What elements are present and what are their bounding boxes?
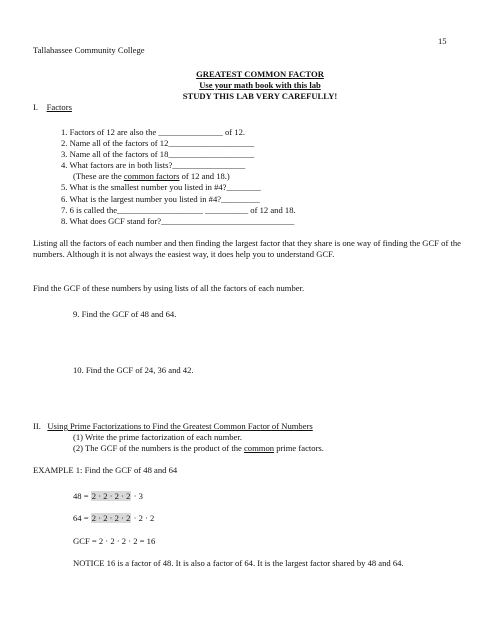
page-title: GREATEST COMMON FACTOR <box>196 69 324 79</box>
example1-label: EXAMPLE 1: Find the GCF of 48 and 64 <box>33 465 178 475</box>
section1-title: Factors <box>46 102 72 112</box>
question-4: 4. What factors are in both lists?_________________ <box>61 160 246 170</box>
factorization-64-prefix: 64 = <box>73 513 91 523</box>
college-name: Tallahassee Community College <box>33 45 145 55</box>
section2-roman: II. <box>33 421 41 431</box>
factorization-64-suffix: · 2 · 2 <box>131 513 155 523</box>
paragraph-find-gcf: Find the GCF of these numbers by using lists of all the factors of each number. <box>33 283 305 293</box>
question-9: 9. Find the GCF of 48 and 64. <box>73 309 177 319</box>
gcf-result: GCF = 2 · 2 · 2 · 2 = 16 <box>73 536 156 546</box>
section2-step2 <box>73 443 324 454</box>
section1-roman: I. <box>33 102 39 112</box>
question-8: 8. What does GCF stand for?_______________________________ <box>61 216 295 226</box>
factorization-64 <box>73 513 154 524</box>
common-factors-note <box>73 171 230 182</box>
factorization-64-common: 2 · 2 · 2 · 2 <box>91 513 131 523</box>
section2-step1: (1) Write the prime factorization of each number. <box>73 432 242 442</box>
question-1: 1. Factors of 12 are also the _______________ of 12. <box>61 127 246 137</box>
factorization-48-suffix: · 3 <box>131 491 143 501</box>
section2-title: Using Prime Factorizations to Find the Greatest Common Factor of Numbers <box>47 421 313 431</box>
section1-heading <box>33 102 72 113</box>
subtitle: Use your math book with this lab <box>199 80 321 90</box>
study-note: STUDY THIS LAB VERY CAREFULLY! <box>182 91 338 101</box>
question-2: 2. Name all of the factors of 12____________________ <box>61 138 255 148</box>
notice-line: NOTICE 16 is a factor of 48. It is also a factor of 64. It is the largest factor shared by 48 and 64. <box>73 558 404 568</box>
question-5: 5. What is the smallest number you listed in #4?________ <box>61 182 261 192</box>
note-suffix: of 12 and 18.) <box>179 171 230 181</box>
factorization-48-common: 2 · 2 · 2 · 2 <box>91 491 131 501</box>
page-number: 15 <box>438 36 447 46</box>
step2-prefix: (2) The GCF of the numbers is the product of the <box>73 443 244 453</box>
factorization-48 <box>73 491 143 502</box>
step2-suffix: prime factors. <box>274 443 324 453</box>
question-7: 7. 6 is called the____________________ __________ of 12 and 18. <box>61 205 296 215</box>
question-6: 6. What is the largest number you listed in #4?_________ <box>61 194 260 204</box>
question-3: 3. Name all of the factors of 18____________________ <box>61 149 255 159</box>
note-underlined: common factors <box>123 171 180 181</box>
question-10: 10. Find the GCF of 24, 36 and 42. <box>73 365 194 375</box>
paragraph-listing-factors: Listing all the factors of each number and then finding the largest factor that they share is one way of finding the GCF of the numbers. Although it is not always the easiest way, it does help you to understand GCF. <box>33 238 461 259</box>
section2-heading <box>33 421 313 432</box>
note-prefix: (These are the <box>73 171 124 181</box>
step2-underlined: common <box>243 443 275 453</box>
factorization-48-prefix: 48 = <box>73 491 91 501</box>
